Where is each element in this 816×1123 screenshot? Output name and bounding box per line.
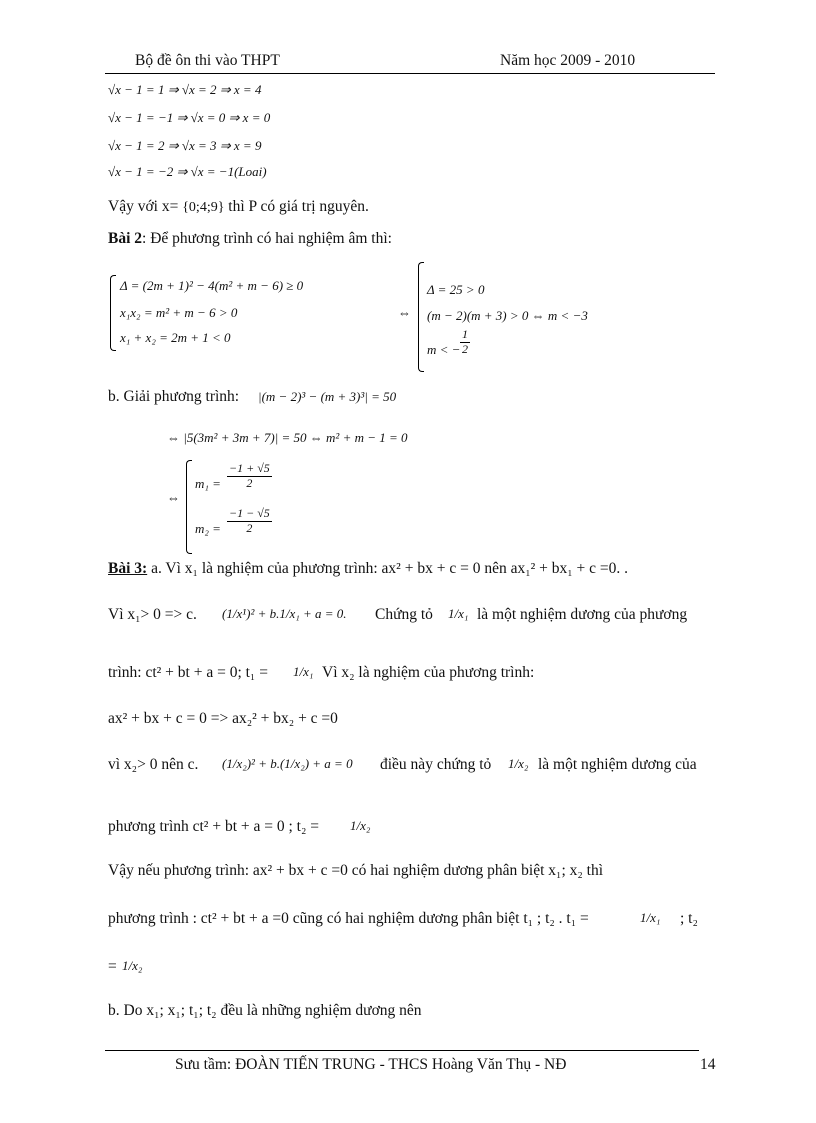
bai3-label: Bài 3: bbox=[108, 560, 148, 577]
header-divider bbox=[105, 73, 715, 74]
bai3-line7: Vậy nếu phương trình: ax² + bx + c =0 có hai nghiệm dương phân biệt x₁; x₂ thì bbox=[108, 862, 604, 879]
roots-brace bbox=[186, 460, 192, 554]
system-left-line: x₁ + x₂ = 2m + 1 < 0 bbox=[120, 330, 231, 345]
fraction: $\frac{1}{2}$ bbox=[462, 327, 468, 356]
fraction: 1/x₂ bbox=[122, 958, 143, 973]
page-number: 14 bbox=[700, 1056, 716, 1073]
left-brace bbox=[110, 275, 116, 351]
root-m1-fraction: $\frac{-1 + √5}{2}$ bbox=[229, 461, 270, 490]
bai3-line3-end: Vì x₂ là nghiệm của phương trình: bbox=[322, 664, 535, 681]
right-brace bbox=[418, 262, 424, 372]
header-year: Năm học 2009 - 2010 bbox=[500, 52, 636, 69]
bai3-text: a. Vì x₁ là nghiệm của phương trình: ax² + bx + c = 0 nên ax₁² + bx₁ + c =0. . bbox=[151, 560, 629, 577]
bai3-line5-end: là một nghiệm dương của bbox=[538, 756, 697, 773]
conclusion-suffix: thì P có giá trị nguyên. bbox=[228, 198, 369, 215]
fraction: 1/x₂ bbox=[508, 756, 529, 771]
equation-line: √x − 1 = 2 ⇒ √x = 3 ⇒ x = 9 bbox=[108, 138, 262, 153]
bai3-line10: b. Do x₁; x₁; t₁; t₂ đều là những nghiệm dương nên bbox=[108, 1002, 422, 1019]
equivalence-sign: ⇔ bbox=[398, 305, 411, 320]
part-b-label: b. Giải phương trình: bbox=[108, 388, 240, 405]
system-right-line: (m − 2)(m + 3) > 0 ⇔ m < −3 bbox=[427, 308, 588, 323]
bai3-line2-end: là một nghiệm dương của phương bbox=[477, 606, 688, 623]
fraction: 1/x₁ bbox=[293, 664, 314, 679]
solution-set: {0;4;9} bbox=[182, 200, 225, 215]
footer-divider bbox=[105, 1050, 699, 1051]
bai2-text: : Để phương trình có hai nghiệm âm thì: bbox=[142, 230, 392, 247]
conclusion-line bbox=[108, 198, 369, 216]
system-left-line: x₁x₂ = m² + m − 6 > 0 bbox=[120, 305, 238, 320]
bai3-line2-start: Vì x₁> 0 => c. bbox=[108, 606, 197, 623]
header-title: Bộ đề ôn thi vào THPT bbox=[135, 52, 280, 69]
bai3-expression: (1/x₂)² + b.(1/x₂) + a = 0 bbox=[222, 756, 353, 771]
bai3-line9-start: = bbox=[108, 958, 117, 975]
bai3-line8-start: phương trình : ct² + bt + a =0 cũng có hai nghiệm dương phân biệt t₁ ; t₂ . t₁ = bbox=[108, 910, 589, 927]
root-m2-lhs: m₂ = bbox=[195, 521, 221, 536]
equivalence-sign: ⇔ bbox=[167, 490, 180, 505]
bai2-label: Bài 2 bbox=[108, 230, 143, 247]
bai3-line4: ax² + bx + c = 0 => ax₂² + bx₂ + c =0 bbox=[108, 710, 338, 727]
bai3-line6-start: phương trình ct² + bt + a = 0 ; t₂ = bbox=[108, 818, 319, 835]
fraction: 1/x₁ bbox=[640, 910, 661, 925]
bai3-line2-middle: Chứng tỏ bbox=[375, 606, 433, 623]
footer-credit: Sưu tầm: ĐOÀN TIẾN TRUNG - THCS Hoàng Văn Thụ - NĐ bbox=[175, 1056, 567, 1073]
part-b-equation: |(m − 2)³ − (m + 3)³| = 50 bbox=[258, 389, 397, 404]
equation-line: √x − 1 = 1 ⇒ √x = 2 ⇒ x = 4 bbox=[108, 82, 262, 97]
bai3-line5-middle: điều này chứng tỏ bbox=[380, 756, 492, 773]
equation-line: √x − 1 = −1 ⇒ √x = 0 ⇒ x = 0 bbox=[108, 110, 271, 125]
conclusion-prefix: Vậy với x= bbox=[108, 198, 179, 215]
part-b-step: ⇔ |5(3m² + 3m + 7)| = 50 ⇔ m² + m − 1 = 0 bbox=[167, 430, 408, 445]
bai3-line bbox=[108, 560, 628, 578]
root-m1-lhs: m₁ = bbox=[195, 476, 221, 491]
fraction: 1/x₂ bbox=[350, 818, 371, 833]
bai3-line5-start: vì x₂> 0 nên c. bbox=[108, 756, 199, 773]
root-m2-fraction: $\frac{-1 - √5}{2}$ bbox=[229, 506, 270, 535]
bai3-expression: (1/x¹)² + b.1/x₁ + a = 0. bbox=[222, 606, 347, 621]
system-right-line: m < − bbox=[427, 342, 461, 357]
bai3-line8-end: ; t₂ bbox=[680, 910, 698, 927]
system-right-line: Δ = 25 > 0 bbox=[427, 282, 485, 297]
bai3-line3-start: trình: ct² + bt + a = 0; t₁ = bbox=[108, 664, 268, 681]
fraction: 1/x₁ bbox=[448, 606, 469, 621]
system-left-line: Δ = (2m + 1)² − 4(m² + m − 6) ≥ 0 bbox=[120, 278, 304, 293]
equation-line: √x − 1 = −2 ⇒ √x = −1(Loai) bbox=[108, 164, 267, 179]
bai2-heading bbox=[108, 230, 392, 248]
